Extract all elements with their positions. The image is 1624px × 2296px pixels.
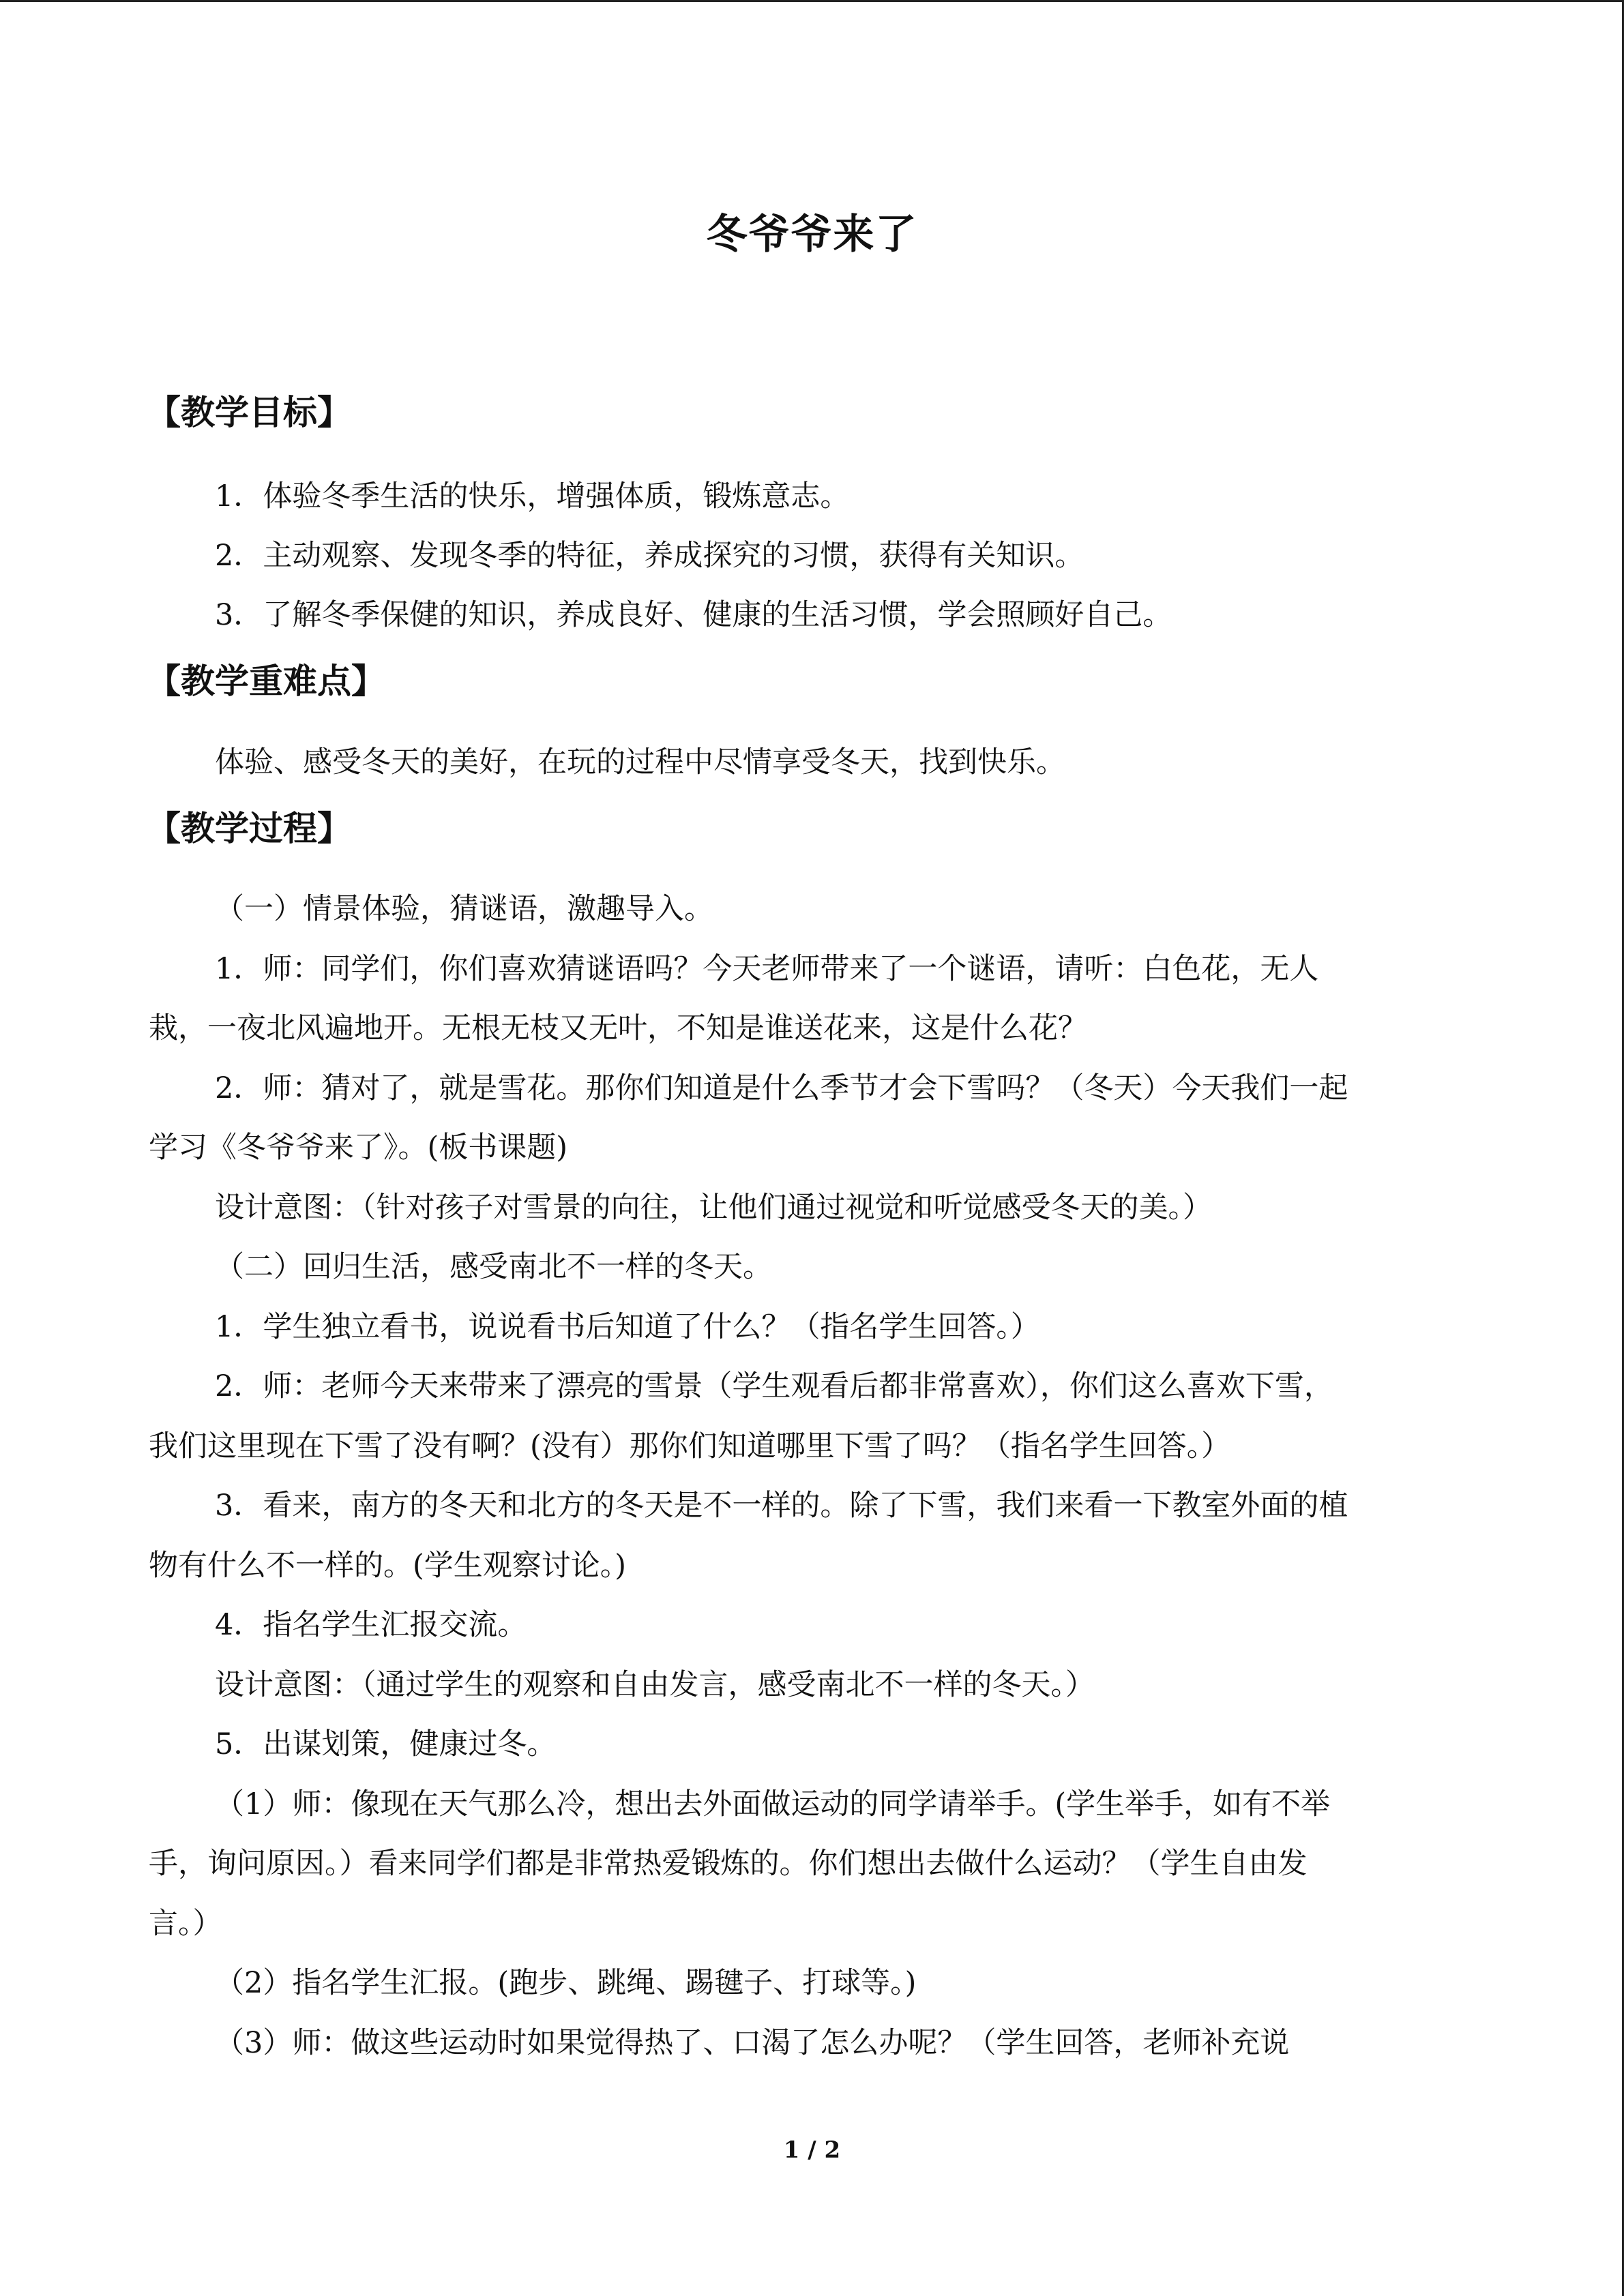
process-line: 栽，一夜北风遍地开。无根无枝又无叶，不知是谁送花来，这是什么花？ bbox=[149, 1011, 1087, 1045]
page-title: 冬爷爷来了 bbox=[706, 211, 918, 258]
section-heading-process: 【教学过程】 bbox=[147, 809, 351, 848]
process-line: 1．学生独立看书，说说看书后知道了什么？（指名学生回答。） bbox=[215, 1310, 1040, 1344]
process-line: 4．指名学生汇报交流。 bbox=[215, 1608, 527, 1642]
section-heading-objectives: 【教学目标】 bbox=[147, 393, 351, 432]
process-line: （一）情景体验，猜谜语，激趣导入。 bbox=[215, 892, 713, 926]
section-heading-key-points: 【教学重难点】 bbox=[147, 661, 385, 701]
process-line: 2．师：猜对了，就是雪花。那你们知道是什么季节才会下雪吗？（冬天）今天我们一起 bbox=[215, 1071, 1348, 1105]
objective-item: 3．了解冬季保健的知识，养成良好、健康的生活习惯，学会照顾好自己。 bbox=[215, 598, 1172, 632]
key-points-text: 体验、感受冬天的美好，在玩的过程中尽情享受冬天，找到快乐。 bbox=[215, 745, 1065, 779]
process-line: （二）回归生活，感受南北不一样的冬天。 bbox=[215, 1250, 772, 1284]
objective-item: 2．主动观察、发现冬季的特征，养成探究的习惯，获得有关知识。 bbox=[215, 539, 1084, 573]
process-line: 2．师：老师今天来带来了漂亮的雪景（学生观看后都非常喜欢），你们这么喜欢下雪， bbox=[215, 1369, 1333, 1403]
process-line: 我们这里现在下雪了没有啊？(没有）那你们知道哪里下雪了吗？（指名学生回答。） bbox=[149, 1429, 1231, 1463]
process-line: 学习《冬爷爷来了》。(板书课题) bbox=[149, 1131, 568, 1165]
process-line: 设计意图：（针对孩子对雪景的向往，让他们通过视觉和听觉感受冬天的美。） bbox=[215, 1191, 1212, 1225]
process-line: （2）指名学生汇报。(跑步、跳绳、踢毽子、打球等。) bbox=[215, 1966, 917, 2000]
page-number: 1 / 2 bbox=[783, 2136, 841, 2164]
process-line: 3．看来，南方的冬天和北方的冬天是不一样的。除了下雪，我们来看一下教室外面的植 bbox=[215, 1489, 1348, 1523]
process-line: （3）师：做这些运动时如果觉得热了、口渴了怎么办呢？（学生回答，老师补充说 bbox=[215, 2026, 1290, 2060]
process-line: 5．出谋划策，健康过冬。 bbox=[215, 1727, 557, 1761]
process-line: 1．师：同学们，你们喜欢猜谜语吗？今天老师带来了一个谜语，请听：白色花，无人 bbox=[215, 952, 1319, 986]
process-line: （1）师：像现在天气那么冷，想出去外面做运动的同学请举手。(学生举手，如有不举 bbox=[215, 1787, 1331, 1821]
process-line: 物有什么不一样的。(学生观察讨论。) bbox=[149, 1549, 627, 1583]
process-line: 言。） bbox=[149, 1907, 222, 1941]
objective-item: 1．体验冬季生活的快乐，增强体质，锻炼意志。 bbox=[215, 479, 850, 513]
process-line: 设计意图：（通过学生的观察和自由发言，感受南北不一样的冬天。） bbox=[215, 1668, 1095, 1702]
process-line: 手，询问原因。）看来同学们都是非常热爱锻炼的。你们想出去做什么运动？（学生自由发 bbox=[149, 1847, 1308, 1881]
